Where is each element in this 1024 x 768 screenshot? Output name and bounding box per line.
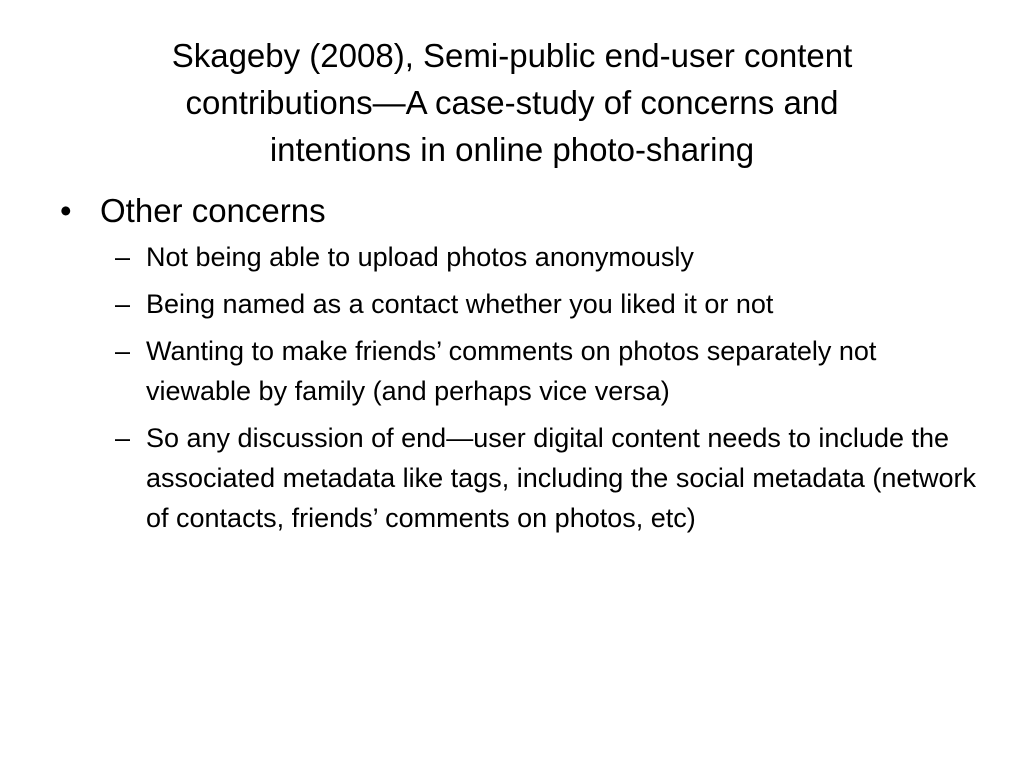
sub-bullet-text: So any discussion of end—user digital content needs to include the associated metadata like tags, including the social metadata (network of contacts, friends’ comments on photos, etc) — [146, 423, 976, 533]
sub-bullet-text: Wanting to make friends’ comments on photos separately not viewable by family (and perhaps vice versa) — [146, 336, 877, 406]
sub-bullet-metadata — [60, 418, 980, 538]
sub-bullet-list — [60, 237, 980, 538]
dash-marker: – — [115, 289, 131, 319]
sub-bullet-text: Not being able to upload photos anonymously — [146, 242, 694, 272]
bullet-marker: • — [60, 192, 72, 229]
bullet-other-concerns — [60, 190, 980, 232]
dash-marker: – — [115, 423, 131, 453]
slide-title — [60, 32, 964, 173]
slide-title-line-1: Skageby (2008), Semi-public end-user content — [171, 37, 853, 74]
sub-bullet-text: Being named as a contact whether you liked it or not — [146, 289, 774, 319]
dash-marker: – — [115, 336, 131, 366]
bullet-text: Other concerns — [100, 192, 326, 229]
sub-bullet-anonymous-upload — [60, 237, 980, 277]
sub-bullet-named-contact — [60, 284, 980, 324]
slide-title-line-2: contributions—A case-study of concerns and — [185, 84, 839, 121]
slide-title-line-3: intentions in online photo-sharing — [269, 131, 755, 168]
slide-body — [60, 190, 980, 545]
sub-bullet-friends-comments — [60, 331, 980, 411]
dash-marker: – — [115, 242, 131, 272]
